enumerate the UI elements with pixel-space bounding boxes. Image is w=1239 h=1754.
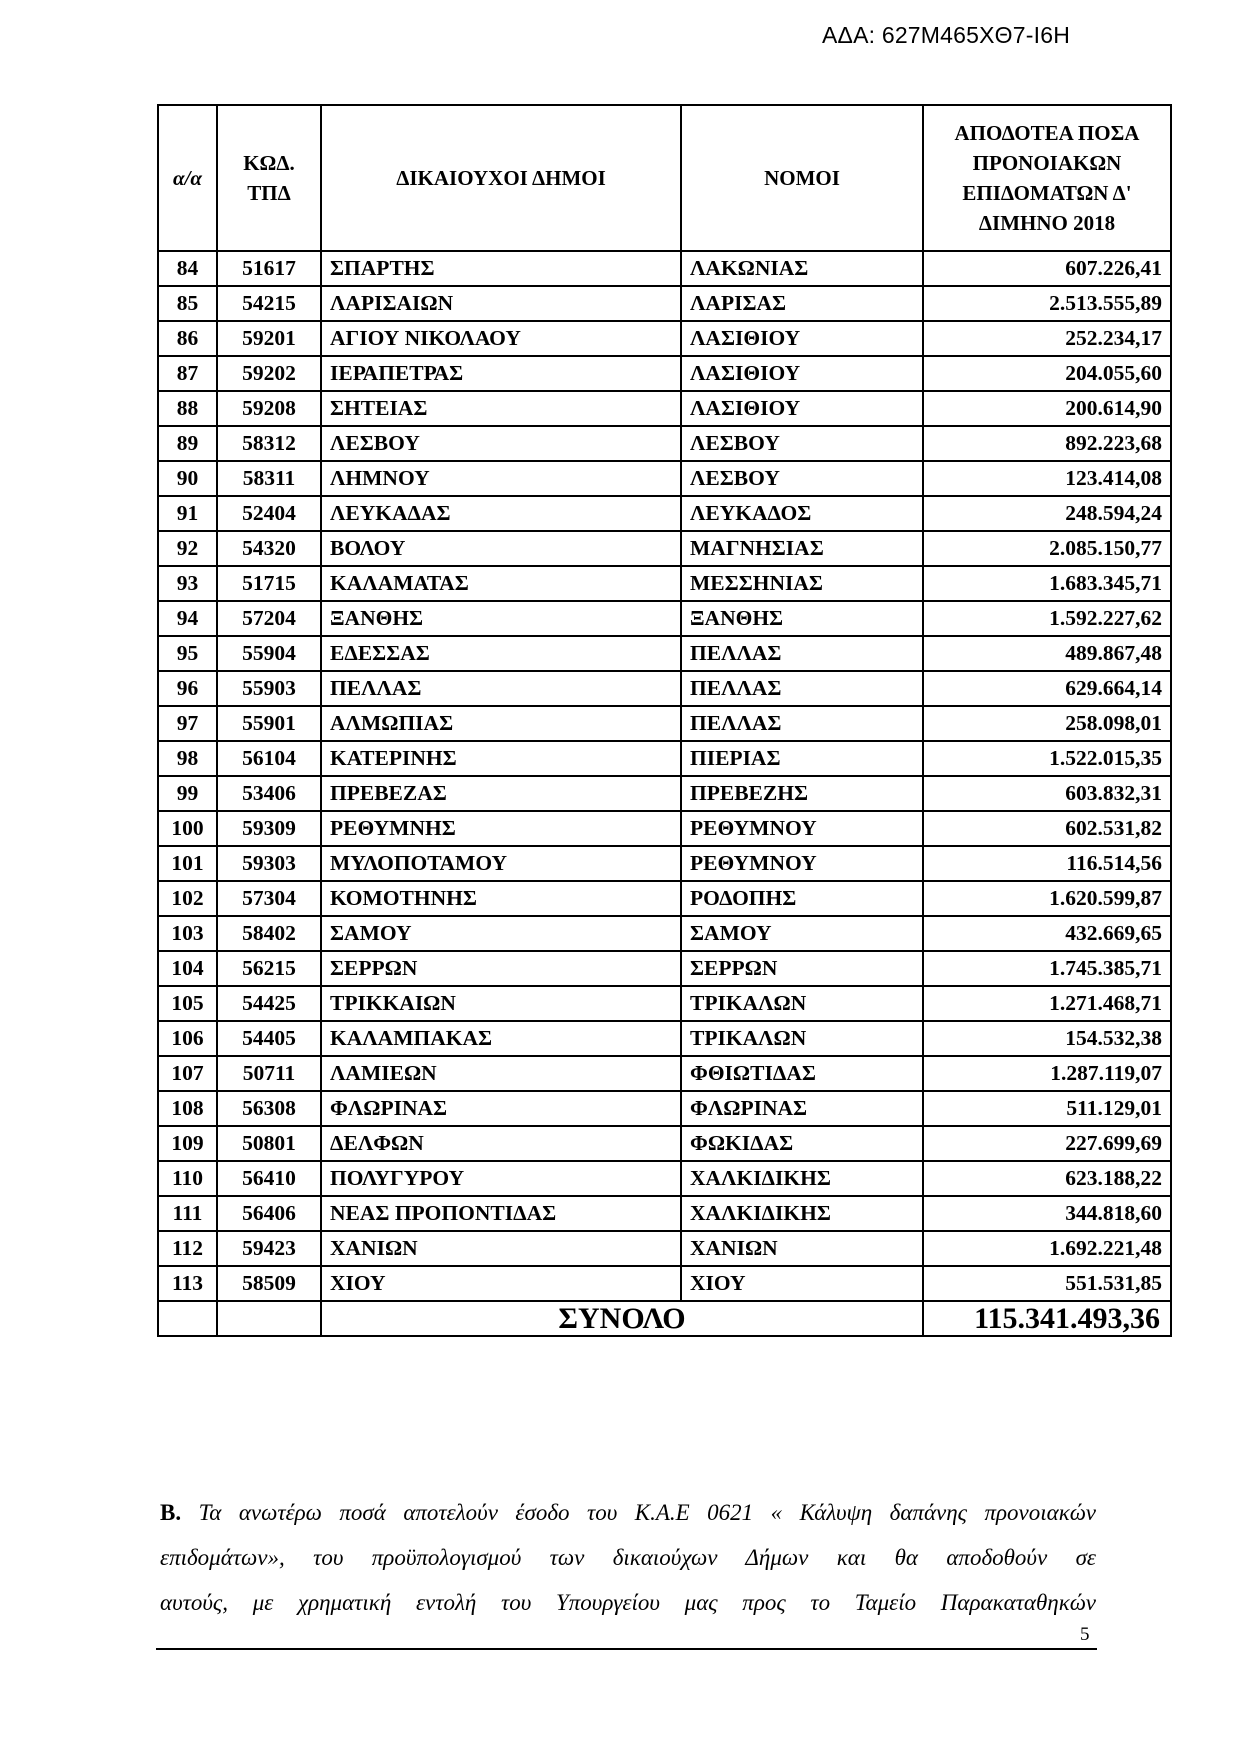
row-code: 58402 — [217, 916, 321, 951]
row-dimos: ΕΔΕΣΣΑΣ — [321, 636, 681, 671]
row-code: 54320 — [217, 531, 321, 566]
row-dimos: ΠΡΕΒΕΖΑΣ — [321, 776, 681, 811]
row-amount: 2.513.555,89 — [923, 286, 1171, 321]
row-amount: 1.287.119,07 — [923, 1056, 1171, 1091]
row-code: 57304 — [217, 881, 321, 916]
row-nomos: ΠΙΕΡΙΑΣ — [681, 741, 923, 776]
row-amount: 629.664,14 — [923, 671, 1171, 706]
table-row — [158, 601, 1171, 636]
row-code: 54215 — [217, 286, 321, 321]
row-aa: 94 — [158, 601, 217, 636]
row-dimos: ΣΕΡΡΩΝ — [321, 951, 681, 986]
row-code: 55903 — [217, 671, 321, 706]
row-aa: 108 — [158, 1091, 217, 1126]
page-number: 5 — [1080, 1624, 1090, 1645]
row-aa: 110 — [158, 1161, 217, 1196]
row-amount: 258.098,01 — [923, 706, 1171, 741]
table-row — [158, 951, 1171, 986]
row-code: 59303 — [217, 846, 321, 881]
row-aa: 107 — [158, 1056, 217, 1091]
row-aa: 93 — [158, 566, 217, 601]
row-nomos: ΦΩΚΙΔΑΣ — [681, 1126, 923, 1161]
row-code: 56215 — [217, 951, 321, 986]
row-dimos: ΤΡΙΚΚΑΙΩΝ — [321, 986, 681, 1021]
table-row — [158, 1231, 1171, 1266]
row-dimos: ΙΕΡΑΠΕΤΡΑΣ — [321, 356, 681, 391]
row-code: 56104 — [217, 741, 321, 776]
column-header-nomoi: ΝΟΜΟΙ — [681, 105, 923, 251]
row-aa: 100 — [158, 811, 217, 846]
row-dimos: ΛΕΣΒΟΥ — [321, 426, 681, 461]
table-row — [158, 636, 1171, 671]
row-nomos: ΧΑΛΚΙΔΙΚΗΣ — [681, 1196, 923, 1231]
row-dimos: ΛΑΡΙΣΑΙΩΝ — [321, 286, 681, 321]
row-nomos: ΠΕΛΛΑΣ — [681, 636, 923, 671]
row-nomos: ΞΑΝΘΗΣ — [681, 601, 923, 636]
table-row — [158, 1126, 1171, 1161]
paragraph-line-3: αυτούς, με χρηματική εντολή του Υπουργείου μας προς το Ταμείο Παρακαταθηκών — [160, 1590, 1096, 1615]
table-row — [158, 286, 1171, 321]
row-nomos: ΡΕΘΥΜΝΟΥ — [681, 811, 923, 846]
row-dimos: ΣΠΑΡΤΗΣ — [321, 251, 681, 286]
row-aa: 87 — [158, 356, 217, 391]
row-amount: 1.692.221,48 — [923, 1231, 1171, 1266]
row-code: 50711 — [217, 1056, 321, 1091]
row-code: 52404 — [217, 496, 321, 531]
table-row — [158, 1091, 1171, 1126]
table-row — [158, 881, 1171, 916]
row-amount: 227.699,69 — [923, 1126, 1171, 1161]
table-row — [158, 531, 1171, 566]
row-aa: 97 — [158, 706, 217, 741]
paragraph-label: Β. — [160, 1500, 182, 1525]
row-nomos: ΛΑΣΙΘΙΟΥ — [681, 356, 923, 391]
table-row — [158, 391, 1171, 426]
row-code: 57204 — [217, 601, 321, 636]
total-empty-cell-aa — [158, 1301, 217, 1336]
row-aa: 96 — [158, 671, 217, 706]
row-code: 56406 — [217, 1196, 321, 1231]
row-nomos: ΦΘΙΩΤΙΔΑΣ — [681, 1056, 923, 1091]
row-dimos: ΜΥΛΟΠΟΤΑΜΟΥ — [321, 846, 681, 881]
row-code: 58509 — [217, 1266, 321, 1301]
table-row — [158, 461, 1171, 496]
table-row — [158, 1266, 1171, 1301]
row-nomos: ΦΛΩΡΙΝΑΣ — [681, 1091, 923, 1126]
row-amount: 1.683.345,71 — [923, 566, 1171, 601]
row-dimos: ΡΕΘΥΜΝΗΣ — [321, 811, 681, 846]
row-aa: 98 — [158, 741, 217, 776]
row-nomos: ΧΑΝΙΩΝ — [681, 1231, 923, 1266]
table-row — [158, 566, 1171, 601]
row-dimos: ΣΗΤΕΙΑΣ — [321, 391, 681, 426]
row-dimos: ΝΕΑΣ ΠΡΟΠΟΝΤΙΔΑΣ — [321, 1196, 681, 1231]
document-ada-code: ΑΔΑ: 627Μ465ΧΘ7-Ι6Η — [822, 22, 1071, 48]
row-code: 54405 — [217, 1021, 321, 1056]
allocation-table — [157, 104, 1172, 1337]
row-code: 50801 — [217, 1126, 321, 1161]
row-dimos: ΧΙΟΥ — [321, 1266, 681, 1301]
row-aa: 105 — [158, 986, 217, 1021]
row-aa: 113 — [158, 1266, 217, 1301]
row-aa: 99 — [158, 776, 217, 811]
row-amount: 489.867,48 — [923, 636, 1171, 671]
row-dimos: ΞΑΝΘΗΣ — [321, 601, 681, 636]
total-row — [158, 1301, 1171, 1336]
row-amount: 154.532,38 — [923, 1021, 1171, 1056]
row-dimos: ΑΓΙΟΥ ΝΙΚΟΛΑΟΥ — [321, 321, 681, 356]
row-code: 59201 — [217, 321, 321, 356]
row-amount: 607.226,41 — [923, 251, 1171, 286]
row-amount: 1.522.015,35 — [923, 741, 1171, 776]
paragraph-line-1 — [160, 1490, 1096, 1535]
row-aa: 90 — [158, 461, 217, 496]
row-dimos: ΛΗΜΝΟΥ — [321, 461, 681, 496]
table-row — [158, 706, 1171, 741]
row-nomos: ΛΕΣΒΟΥ — [681, 461, 923, 496]
row-code: 59423 — [217, 1231, 321, 1266]
row-amount: 892.223,68 — [923, 426, 1171, 461]
row-nomos: ΛΑΣΙΘΙΟΥ — [681, 391, 923, 426]
table-header-row — [158, 105, 1171, 251]
row-amount: 602.531,82 — [923, 811, 1171, 846]
row-dimos: ΛΕΥΚΑΔΑΣ — [321, 496, 681, 531]
row-code: 56410 — [217, 1161, 321, 1196]
paragraph-line-2: επιδομάτων», του προϋπολογισμού των δικαιούχων Δήμων και θα αποδοθούν σε — [160, 1545, 1096, 1570]
paragraph-line-1-text: Τα ανωτέρω ποσά αποτελούν έσοδο του Κ.Α.Ε 0621 « Κάλυψη δαπάνης προνοιακών — [198, 1500, 1096, 1525]
row-nomos: ΜΕΣΣΗΝΙΑΣ — [681, 566, 923, 601]
row-nomos: ΛΕΣΒΟΥ — [681, 426, 923, 461]
row-amount: 432.669,65 — [923, 916, 1171, 951]
row-aa: 92 — [158, 531, 217, 566]
row-dimos: ΚΟΜΟΤΗΝΗΣ — [321, 881, 681, 916]
row-amount: 248.594,24 — [923, 496, 1171, 531]
row-aa: 86 — [158, 321, 217, 356]
row-nomos: ΠΕΛΛΑΣ — [681, 671, 923, 706]
row-dimos: ΣΑΜΟΥ — [321, 916, 681, 951]
row-code: 59202 — [217, 356, 321, 391]
row-amount: 603.832,31 — [923, 776, 1171, 811]
table-row — [158, 1021, 1171, 1056]
row-dimos: ΔΕΛΦΩΝ — [321, 1126, 681, 1161]
row-nomos: ΣΕΡΡΩΝ — [681, 951, 923, 986]
row-aa: 102 — [158, 881, 217, 916]
row-nomos: ΛΑΚΩΝΙΑΣ — [681, 251, 923, 286]
row-aa: 89 — [158, 426, 217, 461]
table-row — [158, 1161, 1171, 1196]
row-code: 58311 — [217, 461, 321, 496]
table-row — [158, 776, 1171, 811]
table-row — [158, 321, 1171, 356]
row-code: 54425 — [217, 986, 321, 1021]
row-amount: 1.745.385,71 — [923, 951, 1171, 986]
table-row — [158, 496, 1171, 531]
row-nomos: ΡΕΘΥΜΝΟΥ — [681, 846, 923, 881]
row-code: 55901 — [217, 706, 321, 741]
table-row — [158, 916, 1171, 951]
row-dimos: ΠΕΛΛΑΣ — [321, 671, 681, 706]
table-row — [158, 356, 1171, 391]
row-aa: 111 — [158, 1196, 217, 1231]
row-aa: 104 — [158, 951, 217, 986]
row-code: 53406 — [217, 776, 321, 811]
row-code: 51617 — [217, 251, 321, 286]
table-row — [158, 741, 1171, 776]
row-dimos: ΚΑΛΑΜΠΑΚΑΣ — [321, 1021, 681, 1056]
row-dimos: ΦΛΩΡΙΝΑΣ — [321, 1091, 681, 1126]
row-amount: 2.085.150,77 — [923, 531, 1171, 566]
row-dimos: ΚΑΛΑΜΑΤΑΣ — [321, 566, 681, 601]
row-amount: 252.234,17 — [923, 321, 1171, 356]
row-nomos: ΣΑΜΟΥ — [681, 916, 923, 951]
row-nomos: ΠΡΕΒΕΖΗΣ — [681, 776, 923, 811]
row-dimos: ΑΛΜΩΠΙΑΣ — [321, 706, 681, 741]
row-nomos: ΛΑΣΙΘΙΟΥ — [681, 321, 923, 356]
row-nomos: ΧΙΟΥ — [681, 1266, 923, 1301]
row-amount: 511.129,01 — [923, 1091, 1171, 1126]
row-aa: 101 — [158, 846, 217, 881]
row-code: 59309 — [217, 811, 321, 846]
row-amount: 200.614,90 — [923, 391, 1171, 426]
row-amount: 344.818,60 — [923, 1196, 1171, 1231]
row-code: 59208 — [217, 391, 321, 426]
table-row — [158, 986, 1171, 1021]
table-row — [158, 671, 1171, 706]
table-row — [158, 1196, 1171, 1231]
row-aa: 88 — [158, 391, 217, 426]
footer-rule — [156, 1648, 1097, 1650]
column-header-amount: ΑΠΟΔΟΤΕΑ ΠΟΣΑ ΠΡΟΝΟΙΑΚΩΝ ΕΠΙΔΟΜΑΤΩΝ Δ' ΔΙΜΗΝΟ 2018 — [923, 105, 1171, 251]
row-nomos: ΛΕΥΚΑΔΟΣ — [681, 496, 923, 531]
row-nomos: ΜΑΓΝΗΣΙΑΣ — [681, 531, 923, 566]
table-body — [158, 251, 1171, 1301]
row-dimos: ΚΑΤΕΡΙΝΗΣ — [321, 741, 681, 776]
total-empty-cell-code — [217, 1301, 321, 1336]
row-code: 55904 — [217, 636, 321, 671]
row-dimos: ΧΑΝΙΩΝ — [321, 1231, 681, 1266]
row-code: 56308 — [217, 1091, 321, 1126]
row-amount: 1.620.599,87 — [923, 881, 1171, 916]
column-header-aa: α/α — [158, 105, 217, 251]
row-aa: 84 — [158, 251, 217, 286]
row-aa: 103 — [158, 916, 217, 951]
row-aa: 112 — [158, 1231, 217, 1266]
row-amount: 551.531,85 — [923, 1266, 1171, 1301]
row-nomos: ΠΕΛΛΑΣ — [681, 706, 923, 741]
total-value: 115.341.493,36 — [923, 1301, 1171, 1336]
row-amount: 623.188,22 — [923, 1161, 1171, 1196]
table-row — [158, 846, 1171, 881]
row-nomos: ΡΟΔΟΠΗΣ — [681, 881, 923, 916]
table-row — [158, 426, 1171, 461]
row-code: 58312 — [217, 426, 321, 461]
row-aa: 109 — [158, 1126, 217, 1161]
row-dimos: ΒΟΛΟΥ — [321, 531, 681, 566]
row-amount: 1.592.227,62 — [923, 601, 1171, 636]
row-dimos: ΠΟΛΥΓΥΡΟΥ — [321, 1161, 681, 1196]
table-row — [158, 251, 1171, 286]
row-nomos: ΧΑΛΚΙΔΙΚΗΣ — [681, 1161, 923, 1196]
row-amount: 1.271.468,71 — [923, 986, 1171, 1021]
row-nomos: ΛΑΡΙΣΑΣ — [681, 286, 923, 321]
total-label: ΣΥΝΟΛΟ — [321, 1301, 923, 1336]
paragraph-b — [160, 1490, 1096, 1625]
table-row — [158, 1056, 1171, 1091]
row-aa: 91 — [158, 496, 217, 531]
table-row — [158, 811, 1171, 846]
row-amount: 116.514,56 — [923, 846, 1171, 881]
row-nomos: ΤΡΙΚΑΛΩΝ — [681, 986, 923, 1021]
row-aa: 95 — [158, 636, 217, 671]
row-nomos: ΤΡΙΚΑΛΩΝ — [681, 1021, 923, 1056]
row-amount: 204.055,60 — [923, 356, 1171, 391]
row-aa: 106 — [158, 1021, 217, 1056]
row-dimos: ΛΑΜΙΕΩΝ — [321, 1056, 681, 1091]
row-aa: 85 — [158, 286, 217, 321]
row-amount: 123.414,08 — [923, 461, 1171, 496]
column-header-code: ΚΩΔ. ΤΠΔ — [217, 105, 321, 251]
row-code: 51715 — [217, 566, 321, 601]
column-header-dimoi: ΔΙΚΑΙΟΥΧΟΙ ΔΗΜΟΙ — [321, 105, 681, 251]
